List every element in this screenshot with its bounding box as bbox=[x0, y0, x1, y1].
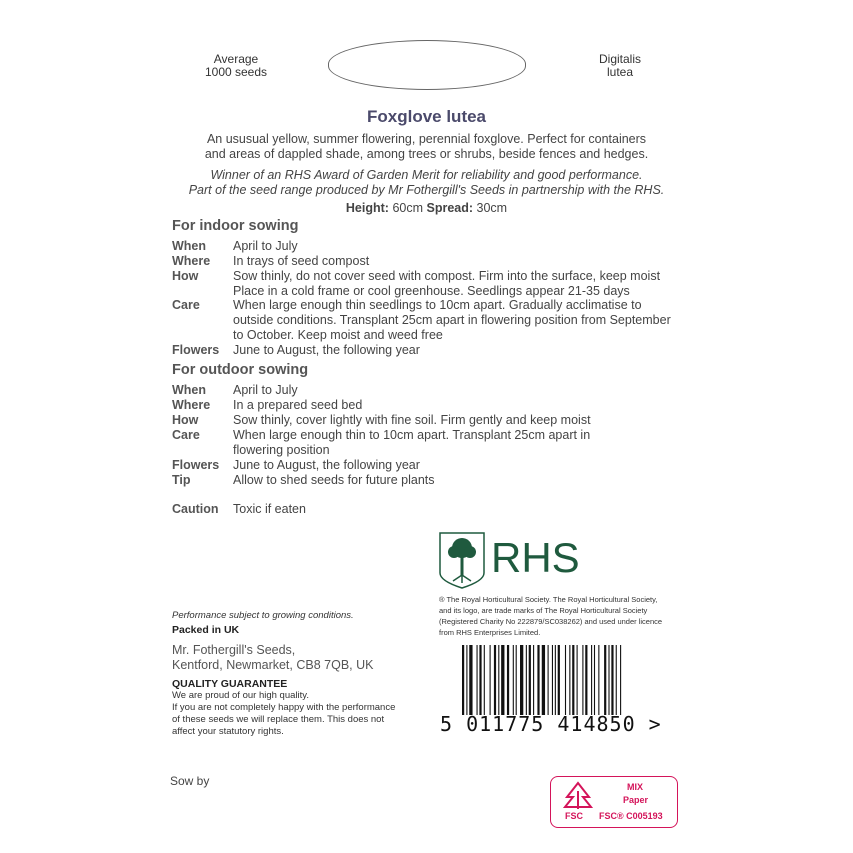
caution-value: Toxic if eaten bbox=[233, 502, 306, 516]
award-line1: Winner of an RHS Award of Garden Merit for reliability and good performance. bbox=[210, 168, 643, 182]
height-value: 60cm bbox=[392, 201, 424, 215]
fsc-mix: MIX bbox=[627, 782, 644, 792]
indoor-row bbox=[172, 254, 683, 269]
barcode-number: 5 011775 414850 > bbox=[440, 712, 662, 736]
packed-in: Packed in UK bbox=[172, 624, 240, 636]
barcode-bar bbox=[533, 645, 534, 715]
barcode-bar bbox=[501, 645, 504, 715]
barcode-bar bbox=[582, 645, 583, 715]
row-value: When large enough thin seedlings to 10cm apart. Gradually acclimatise to outside conditions. Transplant 25cm apart in flowering position from September to October. Keep moist and weed free bbox=[233, 298, 671, 342]
rhs-logo bbox=[439, 531, 579, 589]
row-key: Where bbox=[172, 398, 211, 412]
barcode-bar bbox=[616, 645, 617, 715]
barcode-bar bbox=[565, 645, 566, 715]
row-value: Sow thinly, cover lightly with fine soil. Firm gently and keep moist bbox=[233, 413, 591, 427]
indoor-row bbox=[172, 298, 683, 343]
barcode-bar bbox=[598, 645, 599, 715]
barcode-bar bbox=[591, 645, 592, 715]
fsc-label: FSC bbox=[565, 811, 583, 821]
description-line1: An ususual yellow, summer flowering, perennial foxglove. Perfect for containers bbox=[206, 132, 647, 146]
product-title: Foxglove lutea bbox=[366, 107, 487, 126]
latin-line2: lutea bbox=[606, 65, 634, 79]
row-value: June to August, the following year bbox=[233, 458, 420, 472]
barcode-bar bbox=[516, 645, 517, 715]
outdoor-row bbox=[172, 473, 683, 488]
outdoor-row bbox=[172, 413, 683, 428]
award-line2: Part of the seed range produced by Mr Fothergill's Seeds in partnership with the RHS. bbox=[188, 183, 665, 197]
barcode-bar bbox=[484, 645, 485, 715]
packet-window bbox=[328, 40, 526, 90]
trademark-line2: and its logo, are trade marks of The Royal Horticultural Society bbox=[439, 606, 648, 615]
barcode-bar bbox=[529, 645, 531, 715]
barcode-bar bbox=[507, 645, 509, 715]
barcode-bar bbox=[604, 645, 606, 715]
seed-count-line2: 1000 seeds bbox=[204, 65, 268, 79]
row-key: Flowers bbox=[172, 458, 220, 472]
guarantee-text bbox=[172, 690, 432, 738]
latin-line1: Digitalis bbox=[598, 52, 641, 66]
barcode-bar bbox=[611, 645, 613, 715]
performance-note: Performance subject to growing conditions. bbox=[172, 610, 354, 621]
row-value: In a prepared seed bed bbox=[233, 398, 363, 412]
barcode bbox=[462, 645, 668, 715]
fsc-badge bbox=[550, 776, 678, 828]
barcode-bar bbox=[466, 645, 467, 715]
barcode-bar bbox=[552, 645, 553, 715]
trademark-line3: (Registered Charity No 222879/SC038262) and used under licence bbox=[439, 617, 663, 626]
guarantee-line3: of these seeds we will replace them. This does not bbox=[172, 714, 385, 725]
address bbox=[172, 643, 373, 673]
barcode-bar bbox=[469, 645, 472, 715]
barcode-bar bbox=[608, 645, 609, 715]
row-value: April to July bbox=[233, 383, 298, 397]
guarantee-line4: affect your statutory rights. bbox=[172, 726, 284, 737]
fsc-code: FSC® C005193 bbox=[599, 811, 663, 821]
barcode-bar bbox=[577, 645, 578, 715]
row-key: Care bbox=[172, 428, 200, 442]
trademark-line4: from RHS Enterprises Limited. bbox=[439, 628, 541, 637]
barcode-bar bbox=[620, 645, 621, 715]
row-key: Flowers bbox=[172, 343, 220, 357]
barcode-bar bbox=[520, 645, 523, 715]
barcode-bar bbox=[526, 645, 527, 715]
row-value: Allow to shed seeds for future plants bbox=[233, 473, 435, 487]
address-line1: Mr. Fothergill's Seeds, bbox=[172, 643, 296, 657]
row-value: April to July bbox=[233, 239, 298, 253]
barcode-bar bbox=[572, 645, 574, 715]
barcode-bar bbox=[537, 645, 539, 715]
caution-row bbox=[172, 502, 683, 517]
rhs-trademark bbox=[439, 594, 699, 638]
row-key: Where bbox=[172, 254, 211, 268]
seed-count bbox=[196, 53, 276, 79]
spread-label: Spread: bbox=[426, 201, 474, 215]
row-key: When bbox=[172, 239, 207, 253]
height-label: Height: bbox=[345, 201, 389, 215]
indoor-row bbox=[172, 343, 683, 358]
trademark-line1: ® The Royal Horticultural Society. The Royal Horticultural Society, bbox=[439, 595, 658, 604]
outdoor-row bbox=[172, 398, 683, 413]
guarantee-line2: If you are not completely happy with the performance bbox=[172, 702, 396, 713]
barcode-bar bbox=[479, 645, 481, 715]
row-value: Sow thinly, do not cover seed with compost. Firm into the surface, keep moist Place in a cold frame or cool greenhouse. Seedlings appear 21-35 days bbox=[233, 269, 661, 298]
outdoor-row bbox=[172, 428, 613, 458]
barcode-bar bbox=[477, 645, 478, 715]
row-key: Tip bbox=[172, 473, 191, 487]
row-key: Care bbox=[172, 298, 200, 312]
indoor-row bbox=[172, 269, 683, 299]
row-value: When large enough thin to 10cm apart. Transplant 25cm apart in flowering position bbox=[233, 428, 591, 457]
barcode-bar bbox=[490, 645, 491, 715]
description-line2: and areas of dappled shade, among trees or shrubs, beside fences and hedges. bbox=[204, 147, 649, 161]
indoor-heading: For indoor sowing bbox=[172, 218, 299, 234]
barcode-bar bbox=[585, 645, 587, 715]
barcode-bar bbox=[555, 645, 556, 715]
rhs-wordmark: RHS bbox=[491, 534, 580, 581]
barcode-bar bbox=[542, 645, 545, 715]
caution-key: Caution bbox=[172, 502, 219, 516]
barcode-bar bbox=[558, 645, 560, 715]
guarantee-line1: We are proud of our high quality. bbox=[172, 690, 309, 701]
row-key: How bbox=[172, 269, 199, 283]
guarantee-title: QUALITY GUARANTEE bbox=[172, 678, 288, 690]
outdoor-row bbox=[172, 458, 683, 473]
row-value: In trays of seed compost bbox=[233, 254, 370, 268]
barcode-bar bbox=[513, 645, 514, 715]
barcode-bar bbox=[494, 645, 496, 715]
outdoor-row bbox=[172, 383, 683, 398]
dimensions bbox=[160, 201, 693, 216]
barcode-bar bbox=[548, 645, 549, 715]
barcode-bar bbox=[594, 645, 595, 715]
latin-name bbox=[580, 53, 660, 79]
indoor-row bbox=[172, 239, 683, 254]
row-key: How bbox=[172, 413, 199, 427]
row-key: When bbox=[172, 383, 207, 397]
outdoor-heading: For outdoor sowing bbox=[172, 362, 309, 378]
sow-by: Sow by bbox=[170, 774, 210, 788]
barcode-bar bbox=[498, 645, 499, 715]
spread-value: 30cm bbox=[476, 201, 508, 215]
seed-count-line1: Average bbox=[213, 52, 259, 66]
fsc-paper: Paper bbox=[623, 795, 649, 805]
address-line2: Kentford, Newmarket, CB8 7QB, UK bbox=[172, 658, 374, 672]
fsc-tree-icon bbox=[561, 781, 595, 811]
barcode-bar bbox=[569, 645, 570, 715]
barcode-bar bbox=[462, 645, 464, 715]
row-value: June to August, the following year bbox=[233, 343, 420, 357]
